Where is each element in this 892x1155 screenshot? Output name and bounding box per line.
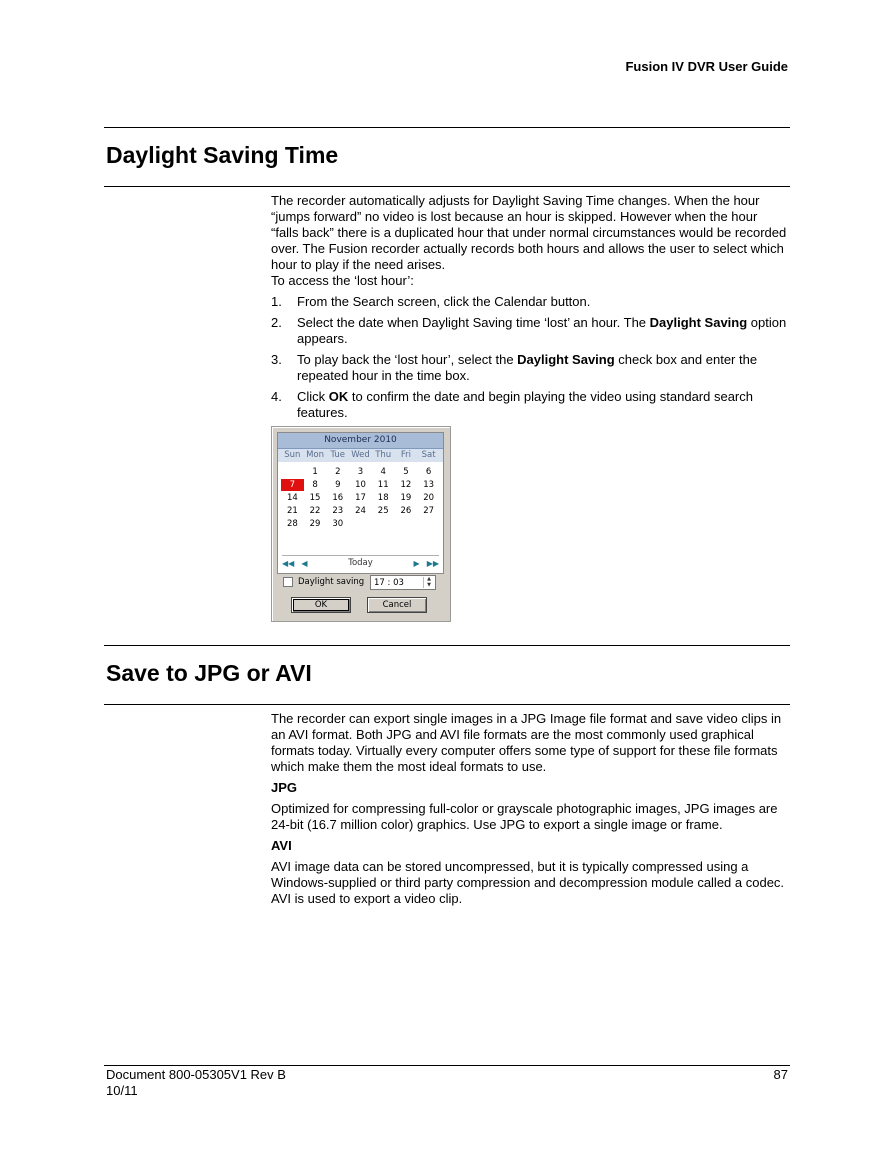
calendar-day[interactable]: 19 xyxy=(400,493,412,503)
calendar-day[interactable]: 23 xyxy=(332,506,344,516)
weekday-label: Tue xyxy=(330,450,346,460)
step-item xyxy=(271,389,787,421)
calendar-blank-cell xyxy=(281,466,304,478)
calendar-navigation xyxy=(282,555,439,570)
calendar-day[interactable]: 29 xyxy=(309,519,321,529)
calendar-day[interactable]: 26 xyxy=(400,506,412,516)
jpg-text: Optimized for compressing full-color or grayscale photographic images, JPG images are 24-bit (16.7 million color) graphics. Use JPG to export a single image or frame. xyxy=(271,801,778,832)
weekday-label: Sun xyxy=(284,450,301,460)
calendar-day[interactable]: 21 xyxy=(286,506,298,516)
step-text-bold: OK xyxy=(328,389,349,404)
calendar-day[interactable]: 24 xyxy=(355,506,366,516)
calendar-day[interactable]: 10 xyxy=(355,480,366,490)
step-text: From the Search screen, click the Calendar button. xyxy=(297,294,591,309)
step-number: 2. xyxy=(271,315,282,330)
page-number: 87 xyxy=(773,1067,788,1082)
save-body xyxy=(271,711,787,907)
prev-year-icon[interactable]: ◀◀ xyxy=(282,558,295,568)
daylight-saving-checkbox[interactable] xyxy=(283,577,293,587)
calendar-day[interactable]: 20 xyxy=(423,493,435,503)
step-item xyxy=(271,352,787,384)
calendar-day[interactable]: 18 xyxy=(377,493,389,503)
daylight-saving-row xyxy=(283,577,364,587)
ok-button[interactable]: OK xyxy=(291,597,351,613)
calendar-day[interactable]: 9 xyxy=(335,480,341,490)
avi-text: AVI image data can be stored uncompressed, but it is typically compressed using a Windows-supplied or third party compression and decompression module called a codec. AVI is used to export a video clip. xyxy=(271,859,785,906)
calendar-day[interactable]: 14 xyxy=(286,493,298,503)
daylight-lead: To access the ‘lost hour’: xyxy=(271,273,414,288)
calendar-day[interactable]: 1 xyxy=(312,467,318,477)
step-number: 4. xyxy=(271,389,282,404)
section-title-save: Save to JPG or AVI xyxy=(106,660,312,686)
calendar-day[interactable]: 2 xyxy=(335,467,341,477)
section-divider-top xyxy=(104,127,790,128)
time-spinner-icon[interactable]: ▲ ▼ xyxy=(423,577,434,588)
calendar-day[interactable]: 8 xyxy=(312,480,318,490)
calendar-day[interactable]: 17 xyxy=(355,493,366,503)
step-text-pre: Select the date when Daylight Saving time ‘lost’ an hour. The xyxy=(297,315,650,330)
weekday-label: Sat xyxy=(421,450,436,460)
step-text-post: option appears. xyxy=(297,315,787,346)
section-divider-bottom xyxy=(104,186,790,187)
next-year-icon[interactable]: ▶▶ xyxy=(426,558,439,568)
page-header-title: Fusion IV DVR User Guide xyxy=(625,59,788,74)
calendar-day[interactable]: 13 xyxy=(423,480,435,490)
daylight-intro: The recorder automatically adjusts for Daylight Saving Time changes. When the hour “jumps forward” no video is lost because an hour is skipped. However when the hour “falls back” there is a duplicated hour that under normal circumstances would be recorded over. The Fusion recorder actually records both hours and allows the user to select which hour to play if the need arises. xyxy=(271,193,787,272)
calendar-day[interactable]: 27 xyxy=(423,506,435,516)
weekday-label: Thu xyxy=(375,450,392,460)
step-text xyxy=(297,389,787,421)
footer-date: 10/11 xyxy=(106,1083,138,1098)
calendar-day[interactable]: 15 xyxy=(309,493,321,503)
jpg-heading: JPG xyxy=(271,780,298,795)
daylight-body xyxy=(271,193,787,426)
step-item xyxy=(271,294,787,310)
calendar-month-title: November 2010 xyxy=(278,433,443,449)
save-intro: The recorder can export single images in a JPG Image file format and save video clips in an AVI format. Both JPG and AVI file formats are the most commonly used graphical formats today. Virtually every computer offers some type of support for these file formats which make them the most ideal formats to use. xyxy=(271,711,782,774)
step-text-post: to confirm the date and begin playing the video using standard search features. xyxy=(297,389,753,420)
calendar-day[interactable]: 5 xyxy=(403,467,409,477)
daylight-saving-label: Daylight saving xyxy=(298,577,365,587)
step-text xyxy=(297,352,787,384)
section-title-daylight: Daylight Saving Time xyxy=(106,142,339,168)
hour-time-input[interactable] xyxy=(370,575,436,590)
footer-divider xyxy=(104,1065,790,1066)
step-text-post: check box and enter the repeated hour in the time box. xyxy=(297,352,758,383)
weekday-label: Mon xyxy=(306,450,325,460)
daylight-steps xyxy=(271,294,787,421)
calendar-day[interactable]: 22 xyxy=(309,506,321,516)
calendar-day[interactable]: 30 xyxy=(332,519,344,529)
step-text xyxy=(297,315,787,347)
footer-document-id: Document 800-05305V1 Rev B xyxy=(106,1067,286,1082)
weekday-label: Fri xyxy=(400,450,411,460)
step-number: 1. xyxy=(271,294,282,309)
today-link[interactable]: Today xyxy=(348,558,373,568)
calendar-widget xyxy=(277,432,444,574)
calendar-day[interactable]: 25 xyxy=(377,506,389,516)
calendar-dialog xyxy=(271,426,451,622)
weekday-label: Wed xyxy=(351,450,370,460)
calendar-day[interactable]: 4 xyxy=(380,467,386,477)
step-text-pre: Click xyxy=(297,389,329,404)
weekday-header xyxy=(278,449,443,462)
section-divider-bottom xyxy=(104,704,790,705)
section-divider-top xyxy=(104,645,790,646)
calendar-day[interactable]: 3 xyxy=(357,467,364,477)
calendar-day[interactable]: 6 xyxy=(425,467,432,477)
step-item xyxy=(271,315,787,347)
step-text-bold: Daylight Saving xyxy=(517,352,615,367)
calendar-days-grid xyxy=(278,462,443,530)
calendar-day[interactable]: 11 xyxy=(377,480,389,490)
calendar-day[interactable]: 28 xyxy=(286,519,298,529)
step-text-pre: To play back the ‘lost hour’, select the xyxy=(297,352,518,367)
time-value: 17 : 03 xyxy=(374,578,404,588)
footer-left xyxy=(106,1067,286,1099)
calendar-day[interactable]: 7 xyxy=(281,479,304,491)
prev-month-icon[interactable]: ◀ xyxy=(301,558,308,568)
next-month-icon[interactable]: ▶ xyxy=(413,558,420,568)
cancel-button[interactable]: Cancel xyxy=(367,597,427,613)
calendar-day[interactable]: 16 xyxy=(332,493,344,503)
step-text-bold: Daylight Saving xyxy=(649,315,748,330)
calendar-day[interactable]: 12 xyxy=(400,480,412,490)
avi-heading: AVI xyxy=(271,838,292,853)
step-number: 3. xyxy=(271,352,282,367)
